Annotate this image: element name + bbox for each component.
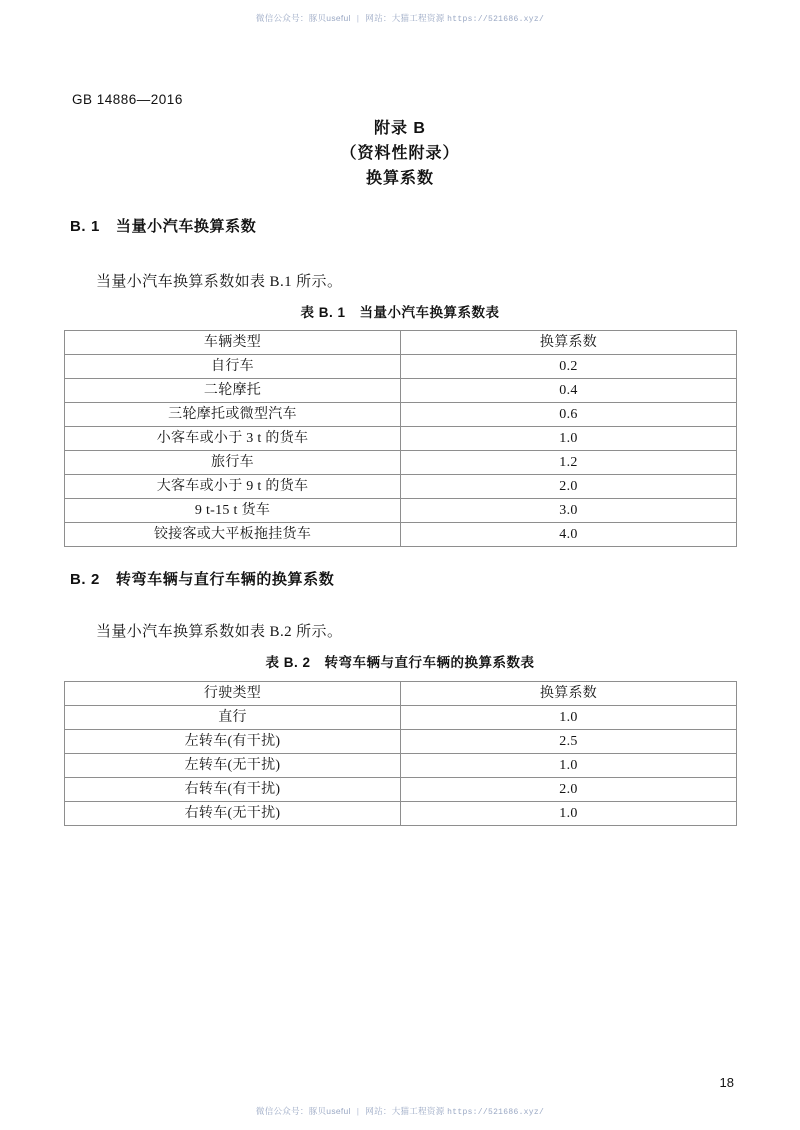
cell-factor: 1.2 (401, 451, 737, 475)
section-title-b1: 当量小汽车换算系数 (115, 218, 257, 235)
cell-factor: 0.2 (401, 355, 737, 379)
table-row (65, 379, 737, 403)
table-row (65, 499, 737, 523)
table-caption-title-b2: 转弯车辆与直行车辆的换算系数表 (324, 655, 535, 670)
section-title-b2: 转弯车辆与直行车辆的换算系数 (115, 571, 335, 588)
watermark-url: https://521686.xyz/ (447, 15, 545, 24)
cell-driving-type: 左转车(无干扰) (65, 754, 401, 778)
table-b2 (64, 681, 737, 826)
cell-factor: 2.0 (401, 778, 737, 802)
watermark-account: 微信公众号：豚贝useful (255, 1106, 351, 1116)
watermark-site: 网站：大猫工程资源 (365, 1106, 445, 1116)
cell-vehicle-type: 旅行车 (65, 451, 401, 475)
cell-vehicle-type: 大客车或小于 9 t 的货车 (65, 475, 401, 499)
table-row (65, 706, 737, 730)
table-row (65, 730, 737, 754)
annex-title-line-2: （资料性附录） (340, 145, 460, 162)
section-number-b2: B. 2 (70, 571, 100, 588)
annex-title-line-3: 换算系数 (365, 170, 434, 187)
table-row (65, 523, 737, 547)
table-row (65, 475, 737, 499)
cell-vehicle-type: 三轮摩托或微型汽车 (65, 403, 401, 427)
paragraph-b1: 当量小汽车换算系数如表 B.1 所示。 (96, 274, 343, 290)
table-row (65, 355, 737, 379)
page-number: 18 (719, 1075, 734, 1090)
cell-factor: 1.0 (401, 802, 737, 826)
watermark-site: 网站：大猫工程资源 (365, 13, 445, 23)
watermark-url: https://521686.xyz/ (447, 1108, 545, 1117)
table-caption-b1 (0, 301, 800, 321)
table-row (65, 427, 737, 451)
cell-driving-type: 右转车(有干扰) (65, 778, 401, 802)
table-row (65, 802, 737, 826)
table-caption-b2 (0, 651, 800, 671)
table-caption-title-b1: 当量小汽车换算系数表 (359, 305, 500, 320)
watermark-account: 微信公众号：豚贝useful (255, 13, 351, 23)
column-header-factor: 换算系数 (401, 682, 737, 706)
table-row (65, 754, 737, 778)
table-row (65, 451, 737, 475)
standard-code-header: GB 14886—2016 (72, 92, 183, 107)
cell-vehicle-type: 自行车 (65, 355, 401, 379)
table-row (65, 403, 737, 427)
watermark-top (0, 12, 800, 24)
table-caption-number-b1: 表 B. 1 (300, 305, 346, 320)
section-heading-b1 (70, 215, 256, 236)
table-caption-number-b2: 表 B. 2 (265, 655, 311, 670)
watermark-separator: | (356, 13, 360, 23)
cell-driving-type: 直行 (65, 706, 401, 730)
cell-factor: 1.0 (401, 754, 737, 778)
annex-title-block (0, 116, 800, 191)
table-b1 (64, 330, 737, 547)
cell-factor: 2.5 (401, 730, 737, 754)
cell-vehicle-type: 小客车或小于 3 t 的货车 (65, 427, 401, 451)
cell-factor: 2.0 (401, 475, 737, 499)
cell-factor: 0.4 (401, 379, 737, 403)
cell-factor: 1.0 (401, 427, 737, 451)
table-header-row (65, 331, 737, 355)
section-number-b1: B. 1 (70, 218, 100, 235)
watermark-separator: | (356, 1106, 360, 1116)
column-header-factor: 换算系数 (401, 331, 737, 355)
cell-factor: 4.0 (401, 523, 737, 547)
table-header-row (65, 682, 737, 706)
cell-driving-type: 右转车(无干扰) (65, 802, 401, 826)
column-header-driving-type: 行驶类型 (65, 682, 401, 706)
cell-vehicle-type: 二轮摩托 (65, 379, 401, 403)
cell-vehicle-type: 铰接客或大平板拖挂货车 (65, 523, 401, 547)
cell-driving-type: 左转车(有干扰) (65, 730, 401, 754)
cell-factor: 3.0 (401, 499, 737, 523)
cell-vehicle-type: 9 t-15 t 货车 (65, 499, 401, 523)
cell-factor: 0.6 (401, 403, 737, 427)
column-header-vehicle-type: 车辆类型 (65, 331, 401, 355)
watermark-bottom (0, 1105, 800, 1117)
cell-factor: 1.0 (401, 706, 737, 730)
annex-title-line-1: 附录 B (373, 120, 426, 137)
table-row (65, 778, 737, 802)
section-heading-b2 (70, 568, 334, 589)
paragraph-b2: 当量小汽车换算系数如表 B.2 所示。 (96, 624, 343, 640)
